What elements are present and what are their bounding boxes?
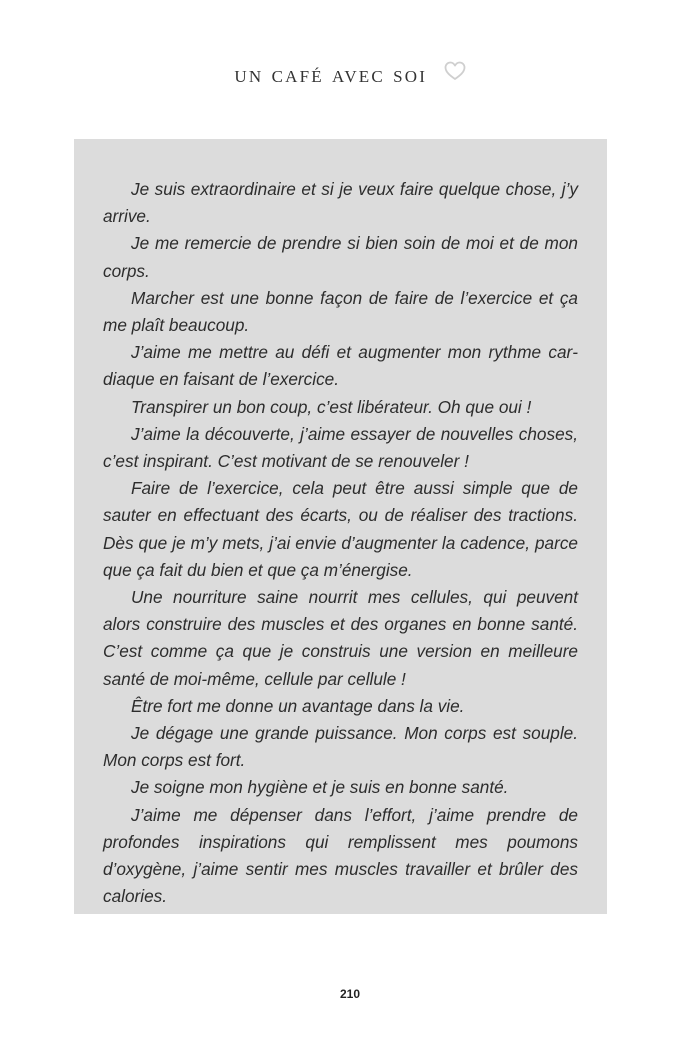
paragraph: Une nourriture saine nourrit mes cellules, qui peuvent alors construire des muscles et des organes en bonne santé. C’est comme ça que je construis une version en meilleure santé de moi-même, cellule par cellule ! [103, 587, 578, 689]
paragraph: Je dégage une grande puissance. Mon corps est souple. Mon corps est fort. [103, 723, 578, 771]
paragraph: Être fort me donne un avantage dans la vie. [131, 695, 465, 716]
paragraph: Je soigne mon hygiène et je suis en bonne santé. [131, 777, 509, 798]
running-title: un café avec soi [234, 62, 428, 88]
paragraph: Faire de l’exercice, cela peut être aussi simple que de sauter en effectuant des écarts, ou de réaliser des tractions. Dès que je m’y mets, j’ai envie d’augmenter la cadence, parce que ça fait du bien et que ça m’énergise. [103, 478, 578, 580]
paragraph: J’aime la découverte, j’aime essayer de nouvelles choses, c’est inspirant. C’est motivant de se renouveler ! [103, 423, 578, 472]
page-number: 210 [339, 987, 361, 1001]
paragraph: Marcher est une bonne façon de faire de l’exercice et ça me plaît beaucoup. [103, 287, 578, 336]
affirmations-box [74, 139, 607, 914]
running-header [0, 62, 700, 89]
paragraph: Transpirer un bon coup, c’est libérateur. Oh que oui ! [131, 396, 532, 417]
heart-outline-icon [444, 61, 466, 86]
paragraph: J’aime me dépenser dans l’effort, j’aime prendre de profondes inspirations qui remplissent mes poumons d’oxygène, j’aime sentir mes muscles travailler et brûler des calories. [103, 804, 578, 907]
paragraph: Je suis extraordinaire et si je veux faire quelque chose, j’y arrive. [103, 179, 578, 227]
paragraph: J’aime me mettre au défi et augmenter mon rythme cardiaque en faisant de l’exercice. [103, 342, 578, 390]
paragraph: Je me remercie de prendre si bien soin de moi et de mon corps. [103, 233, 578, 281]
